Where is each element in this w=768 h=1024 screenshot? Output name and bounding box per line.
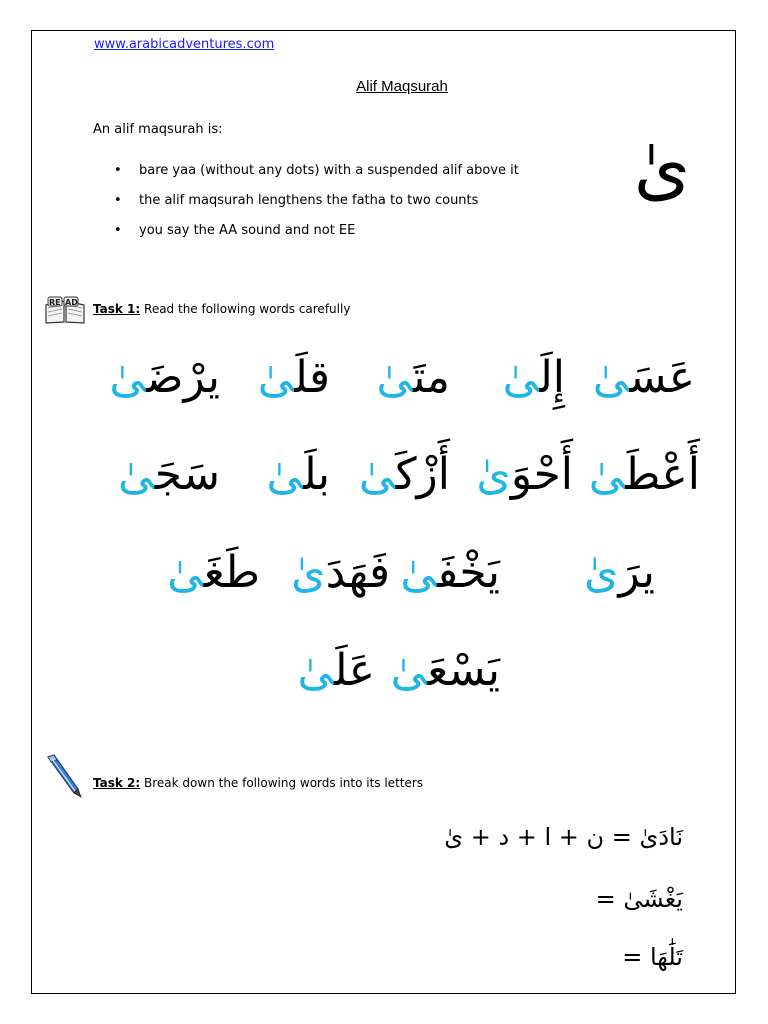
word-item: يَسْعَىٰ (390, 645, 500, 696)
task2-text: Break down the following words into its letters (144, 776, 424, 790)
task2-label: Task 2: (93, 776, 141, 790)
word-item: عَسَىٰ (592, 352, 695, 403)
task1-text: Read the following words carefully (144, 302, 351, 316)
list-item: • bare yaa (without any dots) with a suspended alif above it (94, 161, 519, 191)
worksheet-page (31, 30, 736, 994)
breakdown-line: نَادَىٰ = ن + ا + د + ىٰ (444, 823, 683, 851)
read-book-icon (44, 295, 86, 325)
word-item: طَغَىٰ (167, 547, 260, 598)
svg-text:RE: RE (49, 298, 61, 307)
breakdown-line: تَلَٰهَا = (622, 943, 683, 971)
page-title: Alif Maqsurah (356, 78, 448, 95)
word-item: فَهَدَىٰ (291, 547, 390, 598)
word-item: بلَىٰ (266, 449, 330, 500)
word-item: أَعْطَىٰ (588, 449, 700, 500)
word-item: إِلَىٰ (502, 352, 565, 403)
word-item: متَىٰ (376, 352, 450, 403)
intro-text: An alif maqsurah is: (93, 122, 223, 137)
list-item: • you say the AA sound and not EE (94, 221, 519, 251)
word-item: عَلَىٰ (297, 645, 375, 696)
word-item: أَحْوَىٰ (476, 449, 573, 500)
task1-heading (93, 302, 350, 316)
word-item: قلَىٰ (257, 352, 330, 403)
pen-icon (42, 753, 84, 799)
word-item: يرَىٰ (584, 547, 655, 598)
svg-text:AD: AD (65, 298, 78, 307)
definition-list (94, 161, 519, 251)
word-item: يَخْفَىٰ (400, 547, 500, 598)
website-link[interactable]: www.arabicadventures.com (94, 37, 275, 52)
word-item: يرْضَىٰ (109, 352, 220, 403)
alif-maqsurah-letter: ىٰ (633, 125, 691, 209)
task1-label: Task 1: (93, 302, 141, 316)
word-item: سَجَىٰ (118, 449, 220, 500)
word-item: أَزْكَىٰ (358, 449, 450, 500)
breakdown-line: يَغْشَىٰ = (595, 885, 683, 913)
task2-heading (93, 776, 423, 790)
list-item: • the alif maqsurah lengthens the fatha to two counts (94, 191, 519, 221)
